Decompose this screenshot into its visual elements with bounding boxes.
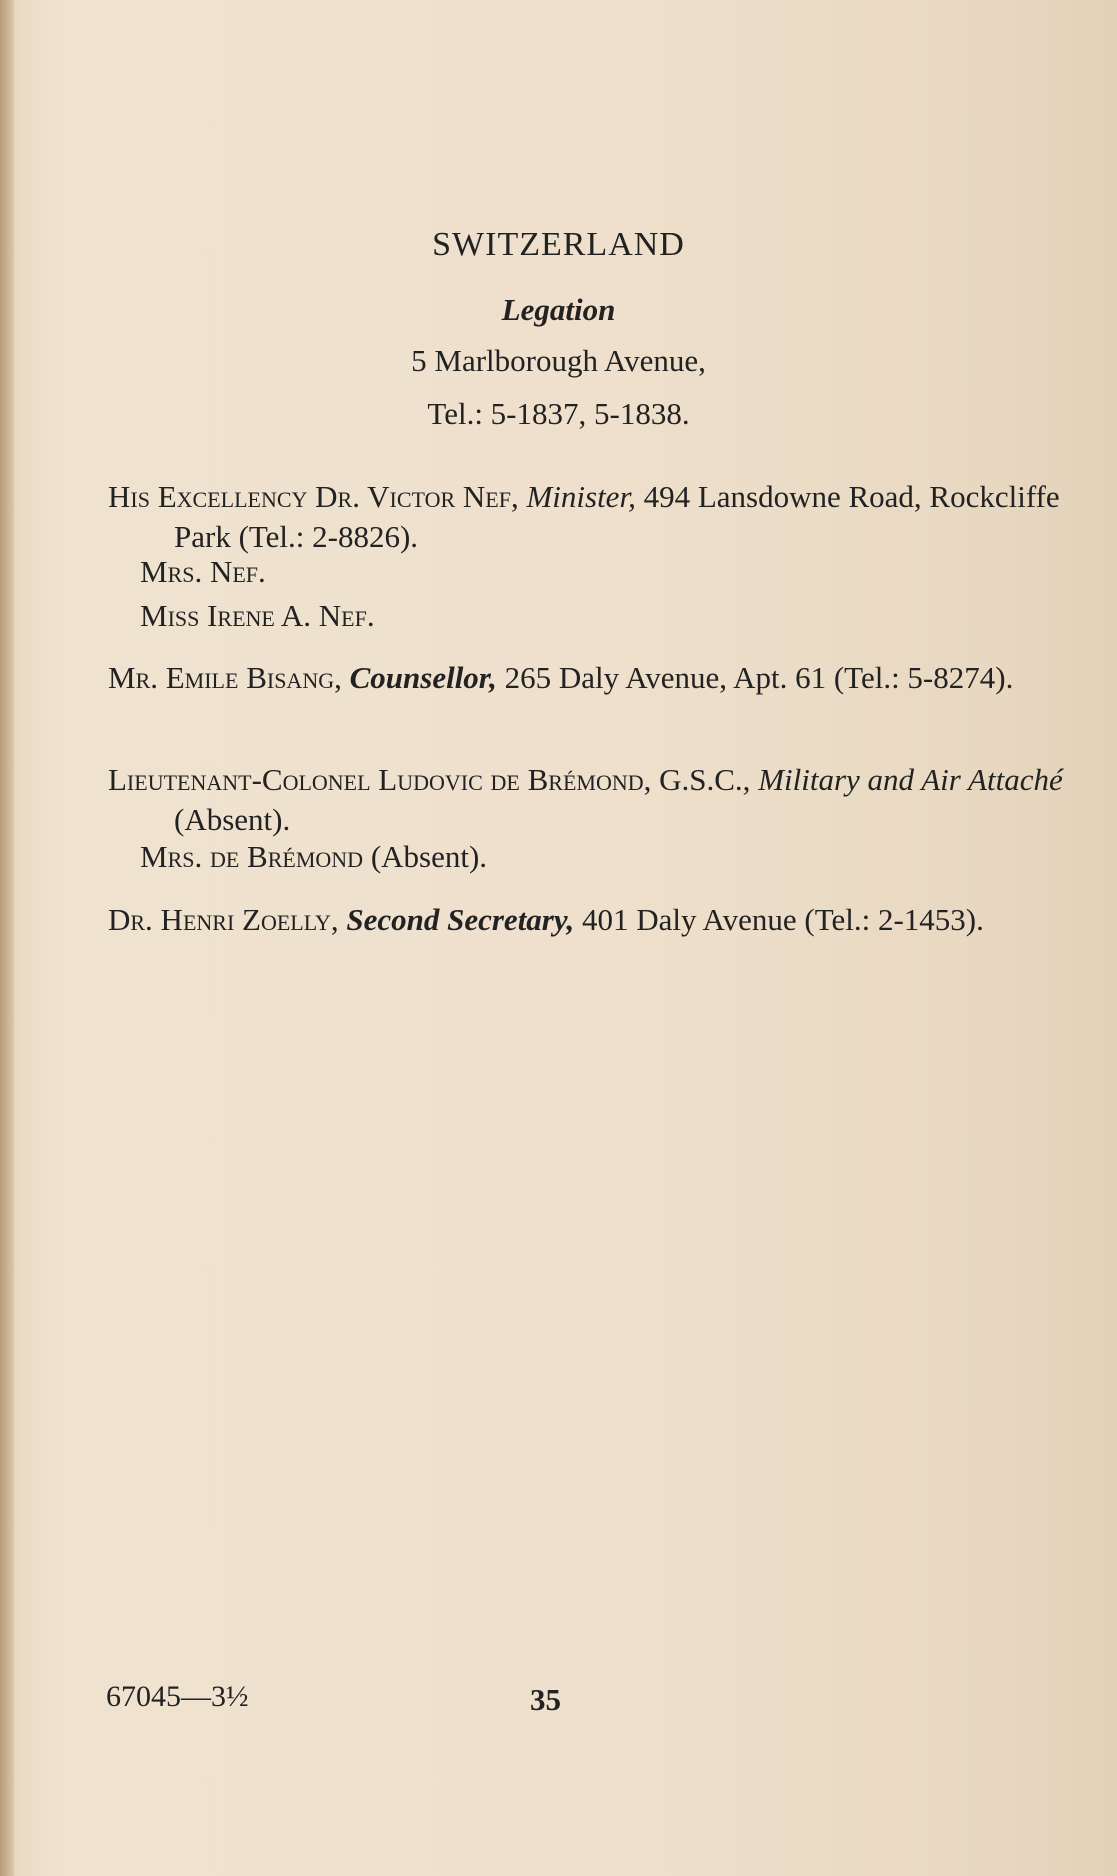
entry-rank-detail: G.S.C., <box>651 762 751 797</box>
entry-name: Mr. Emile Bisang, <box>108 660 342 695</box>
entry-spouse: Mrs. Nef. <box>140 554 266 589</box>
entry-military-attache <box>108 760 1069 840</box>
entry-attache-spouse <box>140 837 487 877</box>
entry-counsellor <box>108 658 1069 698</box>
entry-title: Second Secretary, <box>346 902 575 937</box>
entry-detail: 494 Lansdowne Road, Rockcliffe Park (Tel.: 2-8826). <box>174 479 1060 554</box>
country-heading: SWITZERLAND <box>432 226 685 263</box>
entry-title: Counsellor, <box>349 660 497 695</box>
entry-name: Mrs. de Brémond <box>140 839 364 874</box>
legation-telephone: Tel.: 5-1837, 5-1838. <box>427 396 690 431</box>
entry-detail: 401 Daly Avenue (Tel.: 2-1453). <box>574 902 984 937</box>
entry-daughter: Miss Irene A. Nef. <box>140 598 375 633</box>
office-type-heading: Legation <box>501 292 616 327</box>
book-spine-shadow <box>0 0 14 1876</box>
entry-detail: 265 Daly Avenue, Apt. 61 (Tel.: 5-8274). <box>496 660 1014 695</box>
entry-detail: (Absent). <box>174 802 291 837</box>
print-code: 67045—3½ <box>106 1680 249 1713</box>
entry-detail: (Absent). <box>363 839 488 874</box>
legation-address: 5 Marlborough Avenue, <box>411 343 706 378</box>
entry-minister <box>108 477 1069 557</box>
entry-name: Lieutenant-Colonel Ludovic de Brémond, <box>108 762 652 797</box>
page-number: 35 <box>530 1682 561 1717</box>
entry-title: Minister, <box>526 479 636 514</box>
entry-second-secretary <box>108 900 1069 940</box>
entry-name: Dr. Henri Zoelly, <box>108 902 339 937</box>
entry-title: Military and Air Attaché <box>758 762 1063 797</box>
entry-name: His Excellency Dr. Victor Nef, <box>108 479 519 514</box>
